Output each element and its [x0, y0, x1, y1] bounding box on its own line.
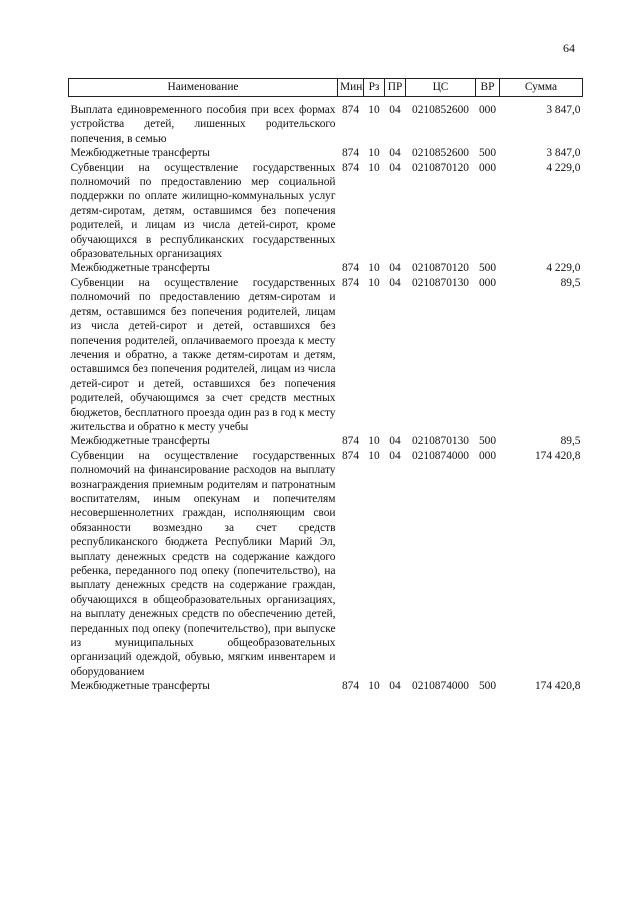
row-cs: 0210852600 [412, 104, 469, 116]
row-cs: 0210874000 [412, 449, 469, 462]
row-vr: 000 [478, 276, 497, 289]
table-row [69, 146, 583, 160]
row-rz: 10 [368, 262, 380, 275]
row-min: 874 [341, 449, 360, 462]
row-sum: 174 420,8 [534, 449, 581, 462]
row-name: Межбюджетные трансферты [70, 147, 210, 160]
row-name: Субвенции на осуществление государственных полномочий на финансирование расходов на выплату вознаграждения приемным родителям и патронатным воспитателям, иным опекунам и попечителям несовершеннолетних граждан, исполняющим свои обязанности возмездно за счет средств республиканского бюджета Республики Марий Эл, выплату денежных средств на содержание каждого ребенка, переданного под опеку (попечительство), на выплату денежных средств на содержание граждан, обучающихся в общеобразовательных организациях, на выплату денежных средств по обеспечению детей, переданных под опеку (попечительство), при выпуске из муниципальных общеобразовательных организаций одеждой, обувью, мягким инвентарем и оборудованием [70, 449, 336, 678]
row-pr: 04 [389, 262, 401, 275]
row-sum: 3 847,0 [546, 147, 581, 160]
row-name: Субвенции на осуществление государственных полномочий по предоставлению мер социальной поддержки по оплате жилищно-коммунальных услуг детям-сиротам, детям, оставшимся без попечения родителей, и лицам из числа детей-сирот, кроме обучающихся в республиканских государственных образовательных организациях [70, 161, 336, 261]
table-row [69, 261, 583, 275]
page-number: 64 [563, 41, 575, 55]
row-vr: 000 [478, 449, 497, 462]
row-pr: 04 [389, 680, 401, 693]
row-pr: 04 [389, 104, 401, 116]
row-sum: 3 847,0 [546, 104, 581, 116]
row-name: Межбюджетные трансферты [70, 435, 210, 448]
row-name: Выплата единовременного пособия при всех формах устройства детей, лишенных родительского попечения, в семью [70, 104, 336, 145]
header-rz: Рз [364, 79, 385, 97]
row-min: 874 [341, 435, 360, 448]
table-row [69, 97, 583, 147]
row-min: 874 [341, 680, 360, 693]
row-rz: 10 [368, 435, 380, 448]
row-pr: 04 [389, 435, 401, 448]
row-cs: 0210870120 [412, 161, 469, 174]
row-vr: 000 [478, 104, 497, 116]
row-pr: 04 [389, 147, 401, 160]
header-min: Мин [338, 79, 364, 97]
table-row [69, 434, 583, 448]
row-min: 874 [341, 276, 360, 289]
row-rz: 10 [368, 104, 380, 116]
row-rz: 10 [368, 161, 380, 174]
row-vr: 000 [478, 161, 497, 174]
row-rz: 10 [368, 680, 380, 693]
header-vr: ВР [476, 79, 500, 97]
row-name: Межбюджетные трансферты [70, 262, 210, 275]
row-cs: 0210870130 [412, 276, 469, 289]
row-sum: 4 229,0 [546, 262, 581, 275]
row-sum: 89,5 [560, 276, 581, 289]
table-row [69, 161, 583, 262]
row-sum: 174 420,8 [534, 680, 581, 693]
header-sum: Сумма [500, 79, 583, 97]
header-name: Наименование [69, 79, 338, 97]
table-header-row [69, 79, 583, 97]
budget-table [68, 78, 583, 694]
header-pr: ПР [385, 79, 406, 97]
row-name: Субвенции на осуществление государственных полномочий по предоставлению детям-сиротам и детям, оставшимся без попечения родителей, лицам из числа детей-сирот и детей, оставшихся без попечения родителей, оплачиваемого проезда к месту лечения и обратно, а также детям-сиротам и детям, оставшимся без попечения родителей, лицам из числа детей-сирот и детей, оставшихся без попечения родителей, обучающимся за счет средств местных бюджетов, бесплатного проезда один раз в год к месту жительства и обратно к месту учебы [70, 276, 336, 433]
table-row [69, 679, 583, 693]
row-vr: 500 [478, 262, 497, 275]
row-min: 874 [341, 262, 360, 275]
row-pr: 04 [389, 449, 401, 462]
row-rz: 10 [368, 276, 380, 289]
row-cs: 0210870120 [412, 262, 469, 275]
row-pr: 04 [389, 276, 401, 289]
row-cs: 0210852600 [412, 147, 469, 160]
header-cs: ЦС [406, 79, 476, 97]
row-cs: 0210870130 [412, 435, 469, 448]
table-row [69, 276, 583, 434]
row-vr: 500 [478, 680, 497, 693]
row-vr: 500 [478, 147, 497, 160]
row-min: 874 [341, 147, 360, 160]
row-rz: 10 [368, 449, 380, 462]
row-min: 874 [341, 161, 360, 174]
row-rz: 10 [368, 147, 380, 160]
row-sum: 4 229,0 [546, 161, 581, 174]
row-vr: 500 [478, 435, 497, 448]
row-cs: 0210874000 [412, 680, 469, 693]
table-row [69, 449, 583, 680]
row-pr: 04 [389, 161, 401, 174]
row-name: Межбюджетные трансферты [70, 680, 210, 693]
row-min: 874 [341, 104, 360, 116]
row-sum: 89,5 [560, 435, 581, 448]
